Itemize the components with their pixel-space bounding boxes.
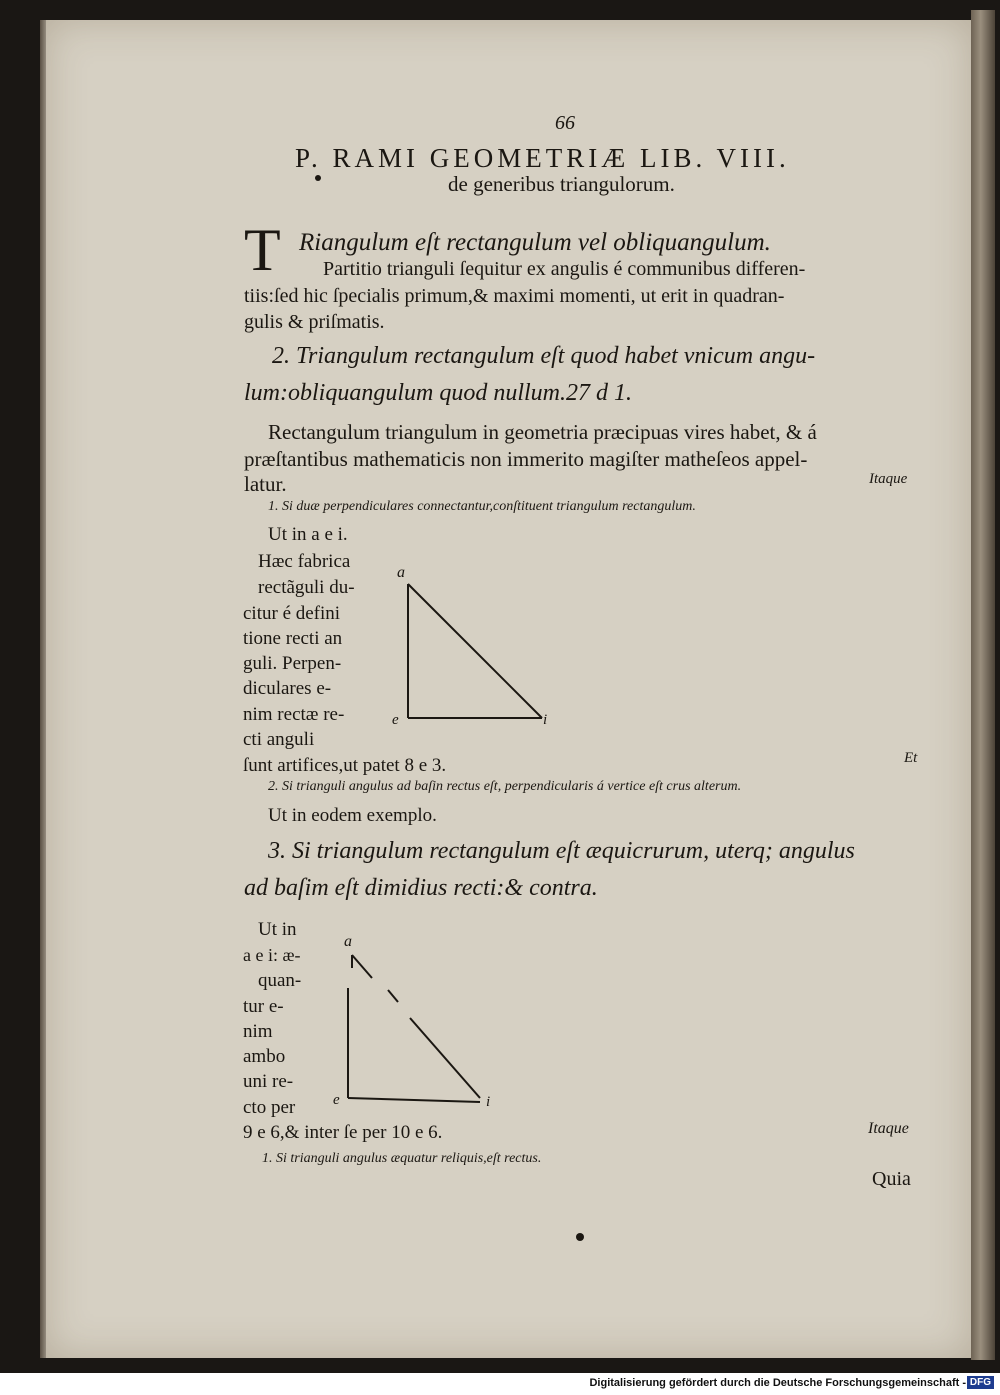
text-line-l8: præſtantibus mathematicis non immerito magiſter matheſeos appel- [244,447,808,471]
fig1-hypotenuse [408,584,542,718]
text-line-l6: lum:obliquangulum quod nullum.27 d 1. [244,380,632,406]
text-line-l25: 3. Si triangulum rectangulum eſt æquicrurum, uterq; angulus [268,838,855,864]
fig1-label-a: a [397,564,405,581]
text-line-l36: Itaque [868,1120,909,1137]
text-line-l33: uni re- [243,1071,294,1092]
text-line-l29: quan- [258,970,302,991]
text-line-l5: 2. Triangulum rectangulum eſt quod habet vnicum angu- [272,343,816,369]
figure-right-triangle-2 [333,933,490,1110]
text-line-l17: guli. Perpen- [243,653,342,674]
drop-initial: T [244,217,281,283]
text-line-l30: tur e- [243,996,284,1017]
dfg-logo-icon: DFG [967,1376,994,1389]
text-line-l24: Ut in eodem exemplo. [268,805,437,826]
text-line-l20: cti anguli [243,729,315,750]
text-line-l14: rectãguli du- [258,577,355,598]
text-line-l31: nim [243,1021,273,1042]
text-line-l1: Riangulum eſt rectangulum vel obliquangulum. [299,229,771,256]
text-line-l35: 9 e 6,& inter ſe per 10 e 6. [243,1122,443,1143]
text-line-l12: Ut in a e i. [268,524,348,545]
page-number: 66 [555,112,575,134]
text-line-l32: ambo [243,1046,286,1067]
fig2-hypotenuse-mid [388,990,398,1002]
text-line-l9: latur. [244,472,287,496]
fig2-label-i: i [486,1094,491,1110]
fig2-label-a: a [344,933,352,950]
ink-dot [576,1233,584,1241]
text-line-l16: tione recti an [243,628,343,649]
text-line-l3: tiis:ſed hic ſpecialis primum,& maximi momenti, ut erit in quadran- [244,285,785,307]
fig2-hypotenuse-bottom [410,1018,480,1098]
text-line-l2: Partitio trianguli ſequitur ex angulis é communibus differen- [323,258,806,280]
text-line-l38: Quia [872,1168,911,1190]
text-line-l15: citur é defini [243,603,341,624]
fig1-label-i: i [543,712,548,728]
text-line-l7: Rectangulum triangulum in geometria præcipuas vires habet, & á [268,420,817,444]
text-line-l37: 1. Si trianguli angulus æquatur reliquis,eſt rectus. [262,1151,542,1166]
text-line-l10: Itaque [869,471,908,487]
text-line-l28: a e i: æ- [243,945,301,965]
text-line-l18: diculares e- [243,678,332,699]
text-line-l34: cto per [243,1097,296,1118]
footer-bar [0,1373,1000,1395]
fig2-hypotenuse-top [352,955,372,978]
fig2-base-side [348,1098,480,1102]
text-line-l13: Hæc fabrica [258,551,351,572]
text-line-l11: 1. Si duæ perpendiculares connectantur,conſtituent triangulum rectangulum. [268,499,696,514]
text-line-l23: 2. Si trianguli angulus ad baſin rectus eſt, perpendicularis á vertice eſt crus alterum. [268,779,742,794]
ink-dot [315,175,321,181]
running-title: P. RAMI GEOMETRIÆ LIB. VIII. [295,143,790,173]
text-line-l22: Et [904,750,918,766]
section-title: de generibus triangulorum. [448,172,675,196]
text-line-l26: ad baſim eſt dimidius recti:& contra. [244,875,598,901]
figure-right-triangle-1 [392,564,547,728]
text-line-l27: Ut in [258,919,297,940]
fig2-label-e: e [333,1092,340,1108]
footer-credit: Digitalisierung gefördert durch die Deutsche Forschungsgemeinschaft - [589,1377,966,1389]
text-line-l19: nim rectæ re- [243,704,345,725]
text-line-l4: gulis & priſmatis. [244,311,385,333]
text-line-l21: ſunt artifices,ut patet 8 e 3. [243,755,447,776]
fig1-label-e: e [392,712,399,728]
